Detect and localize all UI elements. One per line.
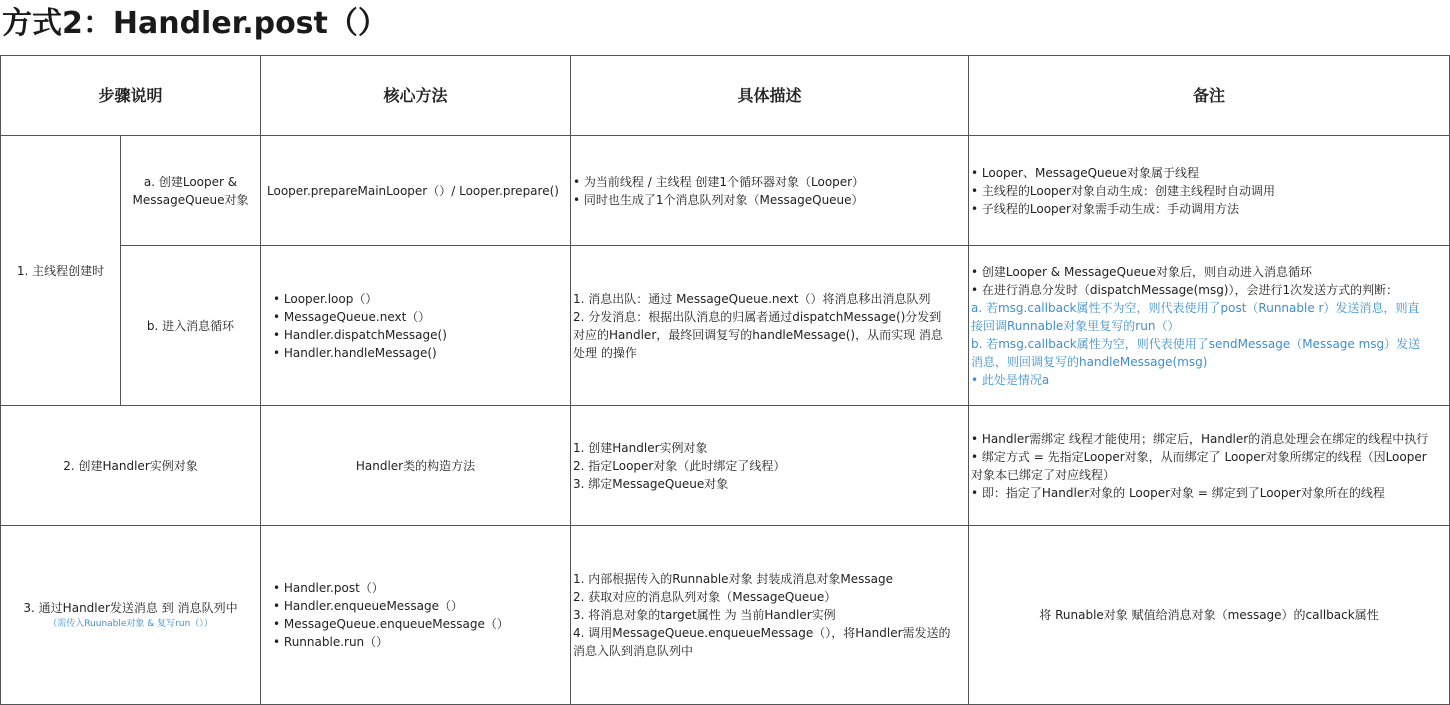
note-this-case: • 此处是情况a — [971, 372, 1050, 387]
note-create-looper: • Looper、MessageQueue对象属于线程 • 主线程的Looper对象自动生成：创建主线程时自动调用 • 子线程的Looper对象需手动生成：手动调用方法 — [968, 135, 1450, 246]
method-create-handler: Handler类的构造方法 — [260, 405, 571, 526]
method-send-message: • Handler.post（） • Handler.enqueueMessage（） • MessageQueue.enqueueMessage（） • Runnable.run（） — [260, 525, 571, 705]
step-message-loop: b. 进入消息循环 — [120, 245, 261, 406]
header-step: 步骤说明 — [0, 55, 261, 136]
step-group-main-thread: 1. 主线程创建时 — [0, 135, 121, 406]
desc-create-handler: 1. 创建Handler实例对象 2. 指定Looper对象（此时绑定了线程） 3. 绑定MessageQueue对象 — [570, 405, 969, 526]
handler-post-table — [0, 55, 1450, 705]
note-send-message: 将 Runable对象 赋值给消息对象（message）的callback属性 — [968, 525, 1450, 705]
step-create-looper: a. 创建Looper & MessageQueue对象 — [120, 135, 261, 246]
note-case-a: a. 若msg.callback属性不为空，则代表使用了post（Runnable r）发送消息，则直 — [971, 300, 1420, 315]
note-case-b: b. 若msg.callback属性为空，则代表使用了sendMessage（Message msg）发送 — [971, 336, 1421, 351]
step-send-message-hint: （需传入Ruunable对象 & 复写run（）） — [48, 619, 213, 629]
header-desc: 具体描述 — [570, 55, 969, 136]
method-create-looper: Looper.prepareMainLooper（）/ Looper.prepare() — [260, 135, 571, 246]
header-method: 核心方法 — [260, 55, 571, 136]
page-title: 方式2：Handler.post（） — [2, 6, 388, 41]
step-send-message: 3. 通过Handler发送消息 到 消息队列中 （需传入Ruunable对象 & 复写run（）） — [0, 525, 261, 705]
note-create-handler: • Handler需绑定 线程才能使用；绑定后，Handler的消息处理会在绑定的线程中执行 • 绑定方式 = 先指定Looper对象，从而绑定了 Looper对象所绑定的线程（因Looper 对象本已绑定了对应线程） • 即：指定了Handler对象的 Looper对象 = 绑定到了Looper对象所在的线程 — [968, 405, 1450, 526]
header-note: 备注 — [968, 55, 1450, 136]
note-message-loop: • 创建Looper & MessageQueue对象后，则自动进入消息循环 • 在进行消息分发时（dispatchMessage(msg)），会进行1次发送方式的判断： a. 若msg.callback属性不为空，则代表使用了post（Runnable r）发送消息，则直 接回调Runnable对象里复写的run（） b. 若msg.callback属性为空，则代表使用了sendMessage（Message msg）发送 消息，则回调复写的handleMessage(msg) • 此处是情况a — [968, 245, 1450, 406]
desc-message-loop: 1. 消息出队：通过 MessageQueue.next（）将消息移出消息队列 2. 分发消息：根据出队消息的归属者通过dispatchMessage()分发到 对应的Handler，最终回调复写的handleMessage()，从而实现 消息 处理 的操作 — [570, 245, 969, 406]
desc-send-message: 1. 内部根据传入的Runnable对象 封装成消息对象Message 2. 获取对应的消息队列对象（MessageQueue） 3. 将消息对象的target属性 为 当前Handler实例 4. 调用MessageQueue.enqueueMessage（），将Handler需发送的 消息入队到消息队列中 — [570, 525, 969, 705]
desc-create-looper: • 为当前线程 / 主线程 创建1个循环器对象（Looper） • 同时也生成了1个消息队列对象（MessageQueue） — [570, 135, 969, 246]
step-create-handler: 2. 创建Handler实例对象 — [0, 405, 261, 526]
method-message-loop: • Looper.loop（） • MessageQueue.next（） • Handler.dispatchMessage() • Handler.handleMessage() — [260, 245, 571, 406]
